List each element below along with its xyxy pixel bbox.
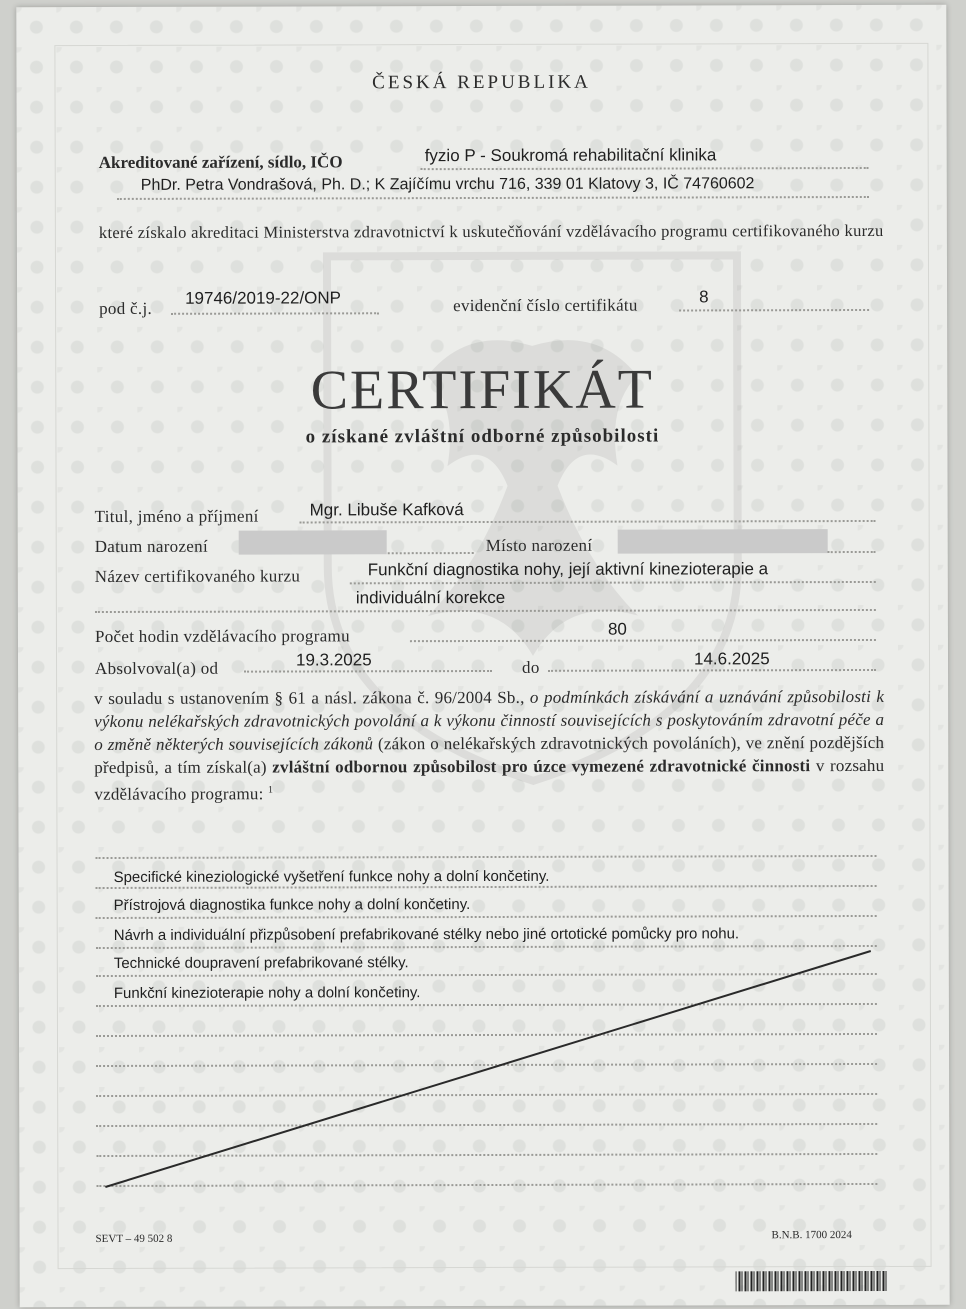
legal-text-1: v souladu s ustanovením § 61 a násl. zákona č. 96/2004 Sb., [94,687,530,709]
to-label: do [522,657,540,677]
footnote-mark: 1 [267,784,274,796]
facility-label: Akreditované zařízení, sídlo, IČO [98,152,343,173]
activity-item-4: Technické doupravení prefabrikované stélky. [113,954,409,972]
course-line-2: individuální korekce [355,587,506,608]
course-label: Název certifikovaného kurzu [94,566,301,587]
legal-competence: zvláštní odbornou způsobilost pro úzce vymezené zdravotnické činnosti [272,756,811,777]
accreditation-text: které získalo akreditaci Ministerstva zdravotnictví k uskutečňování vzdělávacího programu certifikovaného kurzu [98,220,884,243]
strike-through-line [16,5,949,1307]
footer-left: SEVT – 49 502 8 [95,1232,173,1246]
birth-date-label: Datum narození [94,536,208,557]
country-header: ČESKÁ REPUBLIKA [372,71,591,94]
name-value: Mgr. Libuše Kafková [309,500,464,520]
reference-value: 19746/2019-22/ONP [185,288,342,308]
name-label: Titul, jméno a příjmení [94,506,259,527]
legal-law-title: o podmínkách získávání a uznávání způsobilosti k výkonu nelékařských zdravotnických povolání a k výkonu činností souvisejících s poskytováním zdravotní péče a o změně některých souvisejících zákonů [94,686,885,755]
hours-value: 80 [607,619,627,639]
facility-name: fyzio P - Soukromá rehabilitační klinika [424,145,717,166]
activity-item-5: Funkční kinezioterapie nohy a dolní končetiny. [113,984,421,1002]
certificate-subtitle: o získané zvláštní odborné způsobilosti [305,425,660,448]
certificate-sheet [16,5,949,1307]
activity-item-2: Přístrojová diagnostika funkce nohy a dolní končetiny. [113,896,471,914]
from-label: Absolvoval(a) od [95,658,219,679]
activity-item-1: Specifické kineziologické vyšetření funkce nohy a dolní končetiny. [113,867,550,886]
hours-label: Počet hodin vzdělávacího programu [94,626,350,647]
legal-text-2: (zákon o nelékařských zdravotnických povoláních), ve znění pozdějších předpisů, a tím získal(a) [94,732,885,778]
barcode [736,1271,888,1291]
cert-number-value: 8 [699,287,709,307]
facility-details: PhDr. Petra Vondrašová, Ph. D.; K Zajíčímu vrchu 716, 339 01 Klatovy 3, IČ 74760602 [140,175,755,194]
certificate-title: CERTIFIKÁT [310,358,655,422]
to-value: 14.6.2025 [693,649,770,669]
cert-number-label: evidenční číslo certifikátu [453,295,638,316]
from-value: 19.3.2025 [295,650,372,670]
birth-place-label: Místo narození [485,535,593,555]
activity-item-3: Návrh a individuální přizpůsobení prefabrikované stélky nebo jiné ortotické pomůcky pro nohu. [113,925,740,944]
course-line-1: Funkční diagnostika nohy, její aktivní kinezioterapie a [367,559,769,580]
footer-right: B.N.B. 1700 2024 [771,1229,852,1242]
legal-text-3: v rozsahu vzdělávacího programu: [94,755,885,804]
reference-label: pod č.j. [99,298,153,319]
